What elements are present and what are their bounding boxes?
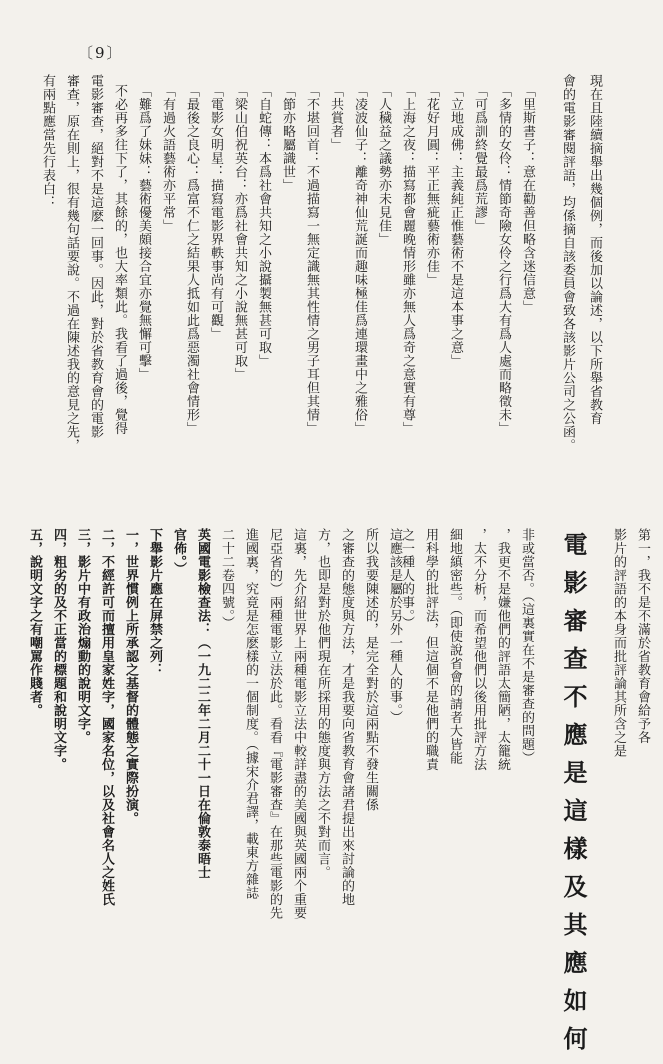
text-column: 方，也即是對於他們現在所採用的態度與方法之不對而言。 (315, 528, 330, 879)
list-item: 一，世界慣例上所承認之基督的體態之實際扮演。 (123, 528, 138, 825)
law-heading: 英國電影檢查法：（一九二二年二月二十一日在倫敦泰晤士 (195, 528, 210, 879)
quoted-review: 「里斯書子：意在勸善但略含迷信意」 (520, 84, 535, 314)
text-column: 進國裏，究竟是怎麽樣的一個制度。（據宋介君譯，載東方雜誌 (243, 528, 258, 900)
text-column: 二十二卷四號。） (219, 528, 234, 630)
quoted-review: 「難爲了妹妹：藝術優美頗接合宜亦覺無懈可擊」 (136, 84, 151, 381)
text-column: 電影審查，絕對不是這麽一回事。因此，對於省教育會的電影 (88, 74, 103, 439)
quoted-review: 「多情的女伶：情節奇險女伶之行爲大有爲人處而略徵未」 (496, 84, 511, 435)
quoted-review: 「凌波仙子：離奇神仙荒誕而趣味極佳爲連環畫中之雅俗」 (352, 84, 367, 435)
quoted-review: 「電影女明星：描寫電影界軼事尚有可觀」 (208, 84, 223, 341)
quoted-review: 「不堪回首：不過描寫一無定識無其性情之男子耳但其情」 (304, 84, 319, 435)
quoted-review: 「有過火語藝術亦平常」 (160, 84, 175, 233)
list-item: 四，粗劣的及不正當的標題和說明文字。 (51, 528, 66, 771)
text-column: 用科學的批評法，但這個不是他們的職責 (423, 528, 438, 771)
quoted-review: 「梁山伯祝英台：亦爲社會共知之小說無甚可取」 (232, 84, 247, 381)
text-column: 之審查的態度與方法，才是我要向省教育會諸君提出來討論的地 (339, 528, 354, 906)
quoted-review: 「人穢益之議勢亦未見佳」 (376, 84, 391, 246)
quoted-review: 「花好月圓：平正無疵藝術亦佳」 (424, 84, 439, 287)
text-column: 現在且陸續摘舉出幾個例，而後加以論述，以下所舉省教育 (587, 74, 602, 425)
text-column: 第一，我不是不滿於省教育會給予各 (635, 528, 650, 744)
text-column: 這裏，先介紹世界上兩種電影立法中較詳盡的美國與英國兩个重要 (291, 528, 306, 920)
text-column: ，我更不是嫌他們的評語太簡陋，太籠統 (495, 528, 510, 771)
quoted-review: 「可爲訓終覺最爲荒謬」 (472, 84, 487, 233)
text-column: 影片的評語的本身而批評論其所含之是 (611, 528, 626, 758)
quoted-review: 「共賞者」 (328, 84, 343, 152)
quoted-review: 「最後之良心：爲富不仁之結果人抵如此爲惡濁社會情形」 (184, 84, 199, 435)
text-column: 有兩點應當先行表白： (40, 74, 55, 209)
text-column: 這應該是屬於另外一種人的事。） (387, 528, 402, 724)
list-heading: 下舉影片應在屏禁之列： (147, 528, 162, 677)
quoted-review: 「立地成佛：主義純正惟藝術不是這本事之意」 (448, 84, 463, 368)
text-column: 不必再多往下了，其餘的，也大率類此。我看了過後，覺得 (112, 84, 127, 435)
quoted-review: 「上海之夜：描寫都會麗晚情形雖亦無人爲奇之意實有尊」 (400, 84, 415, 435)
list-item: 二，不經許可而擅用皇家姓字，國家名位，以及社會名人之姓氏 (99, 528, 114, 906)
list-item: 五，說明文字之有嘲罵作賤者。 (27, 528, 42, 717)
section-title: 電影審查不應是這樣及其應如何 (559, 532, 588, 1064)
text-column: 尼亞省的）兩種電影立法於此。看看『電影審查』在那些電影的先 (267, 528, 282, 920)
page-number: 〔9〕 (78, 44, 124, 62)
text-column: 細地縝密些。（即使說省會的請者大皆能 (447, 528, 462, 765)
text-column: ，太不分析，而希望他們以後用批評方法 (471, 528, 486, 771)
text-column: 非或當否。（這裏實在不是審查的問題） (519, 528, 534, 765)
text-column: 審查，原在則上，很有幾句話要說。不過在陳述我的意見之先， (64, 74, 79, 452)
list-item: 三，影片中有政治煽動的說明文字。 (75, 528, 90, 744)
text-column: 所以我要陳述的，是完全對於這兩點不發生關係 (363, 528, 378, 812)
quoted-review: 「節亦略屬識世」 (280, 84, 295, 192)
text-column: 之一種人的事。） (399, 528, 414, 630)
quoted-review: 「自蛇傳：本爲社會共知之小說攝製無甚可取」 (256, 84, 271, 368)
law-heading: 官佈。） (171, 528, 186, 576)
text-column: 會的電影審閱評語，均係摘自該委員會致各該影片公司之公函。 (560, 74, 575, 452)
